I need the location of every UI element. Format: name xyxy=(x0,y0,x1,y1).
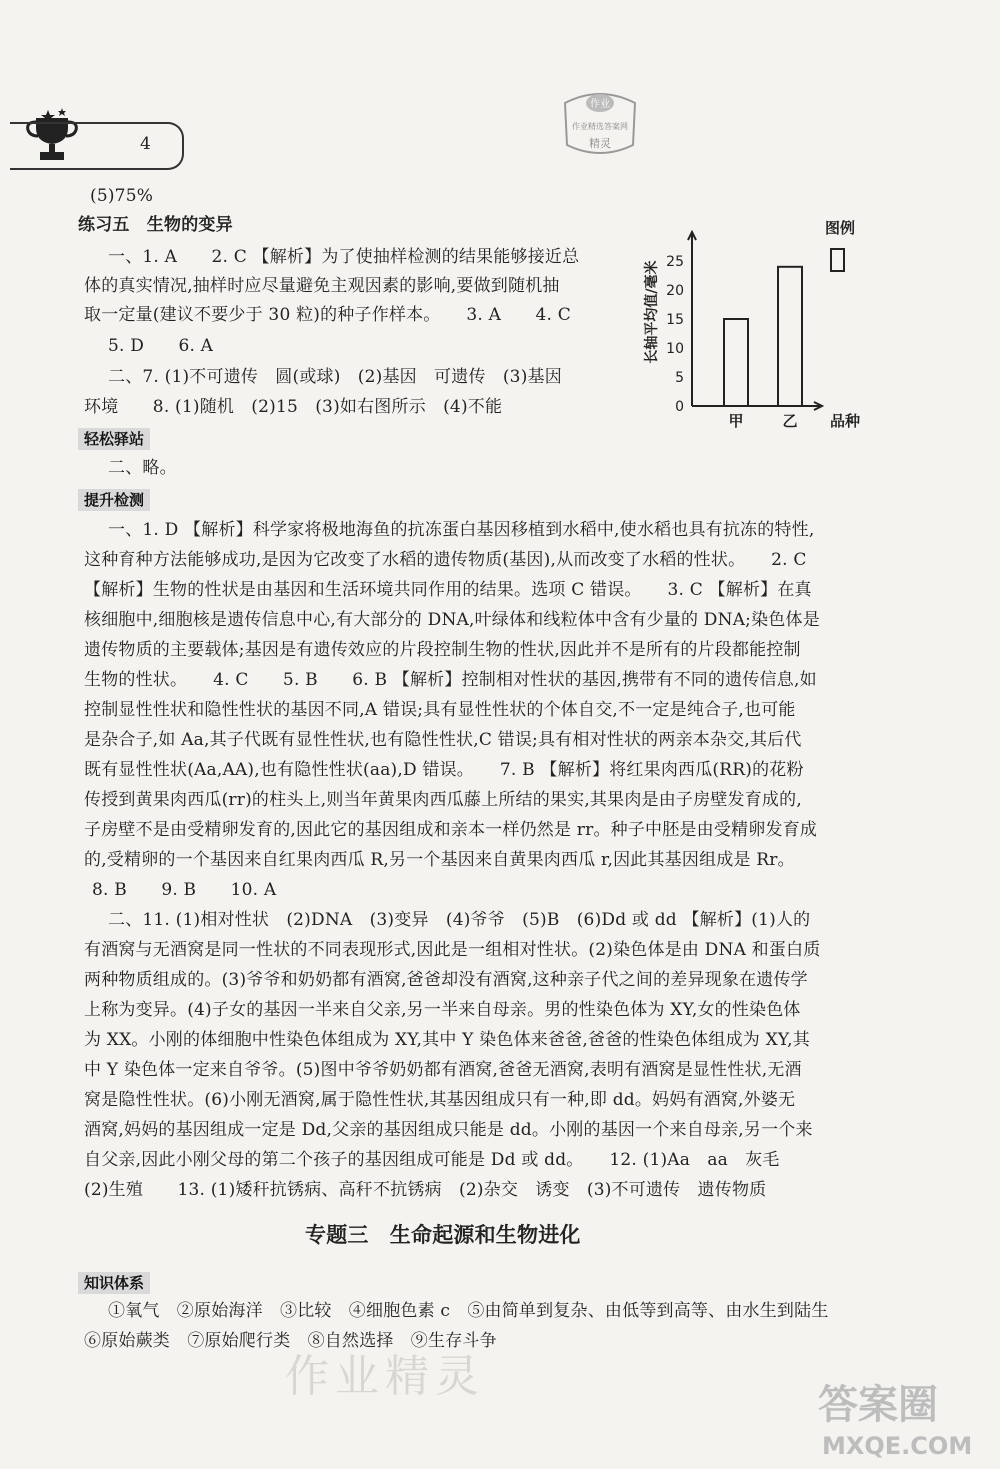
chart-y-tick-label: 10 xyxy=(666,341,684,357)
chart-legend-swatch xyxy=(831,249,844,271)
chart-bar xyxy=(778,267,802,406)
stamp-bottom-text: 精灵 xyxy=(589,137,611,150)
answer-line: 子房壁不是由受精卵发育的,因此它的基因组成和亲本一样仍然是 rr。种子中胚是由受精卵发育成 xyxy=(84,820,818,840)
chart-x-label: 品种 xyxy=(830,412,861,430)
answer-line: 5. D 6. A xyxy=(108,336,214,356)
answer-line: ①氧气 ②原始海洋 ③比较 ④细胞色素 c ⑤由简单到复杂、由低等到高等、由水生到陆生 xyxy=(108,1301,829,1321)
answer-line: (2)生殖 13. (1)矮秆抗锈病、高秆不抗锈病 (2)杂交 诱变 (3)不可遗传 遗传物质 xyxy=(84,1180,767,1200)
section-tag-knowledge: 知识体系 xyxy=(78,1272,150,1294)
chart-legend-title: 图例 xyxy=(824,219,856,237)
stamp-top-text: 作业 xyxy=(590,99,610,110)
answer-line: 遗传物质的主要载体;基因是有遗传效应的片段控制生物的性状,因此并不是所有的片段都能控制 xyxy=(84,640,801,660)
answer-line: ⑥原始蕨类 ⑦原始爬行类 ⑧自然选择 ⑨生存斗争 xyxy=(84,1331,497,1351)
answer-line: 一、1. A 2. C 【解析】为了使抽样检测的结果能够接近总 xyxy=(108,247,580,267)
answer-line: 两种物质组成的。(3)爷爷和奶奶都有酒窝,爸爸却没有酒窝,这种亲子代之间的差异现象在遗传学 xyxy=(84,970,808,990)
answer-line: 传授到黄果肉西瓜(rr)的柱头上,则当年黄果肉西瓜藤上所结的果实,其果肉是由子房壁发育成的, xyxy=(84,790,802,810)
answer-line: 核细胞中,细胞核是遗传信息中心,有大部分的 DNA,叶绿体和线粒体中含有少量的 DNA;染色体是 xyxy=(84,610,820,630)
answer-line: 上称为变异。(4)子女的基因一半来自父亲,另一半来自母亲。男的性染色体为 XY,女的性染色体 xyxy=(84,1000,801,1020)
section-tag-relax: 轻松驿站 xyxy=(78,428,150,450)
answer-line: 为 XX。小刚的体细胞中性染色体组成为 XY,其中 Y 染色体来爸爸,爸爸的性染色体组成为 XY,其 xyxy=(84,1030,810,1050)
watermark-site-text: MXQE.COM xyxy=(822,1432,973,1460)
chart-x-tick-label: 甲 xyxy=(728,412,744,430)
answer-line: 自父亲,因此小刚父母的第二个孩子的基因组成可能是 Dd 或 dd。 12. (1)Aa aa 灰毛 xyxy=(84,1150,780,1170)
answer-line: 酒窝,妈妈的基因组成一定是 Dd,父亲的基因组成只能是 dd。小刚的基因一个来自母亲,另一个来 xyxy=(84,1120,813,1140)
bar-chart xyxy=(632,212,862,442)
stamp-middle-text: 作业精选答案网 xyxy=(572,122,628,131)
page-number-box xyxy=(10,122,184,170)
answer-line: 体的真实情况,抽样时应尽量避免主观因素的影响,要做到随机抽 xyxy=(84,276,560,296)
chart-y-label: 长轴平均值/毫米 xyxy=(644,260,660,364)
chart-y-tick-label: 15 xyxy=(666,312,684,328)
page-number: 4 xyxy=(140,134,151,154)
answer-line: 有酒窝与无酒窝是同一性状的不同表现形式,因此是一组相对性状。(2)染色体是由 DNA 和蛋白质 xyxy=(84,940,821,960)
answer-line: 这种育种方法能够成功,是因为它改变了水稻的遗传物质(基因),从而改变了水稻的性状。 2. C xyxy=(84,550,807,570)
answer-line: 中 Y 染色体一定来自爷爷。(5)图中爷爷奶奶都有酒窝,爸爸无酒窝,表明有酒窝是显性性状,无酒 xyxy=(84,1060,802,1080)
answer-line: 控制显性性状和隐性性状的基因不同,A 错误;具有显性性状的个体自交,不一定是纯合子,也可能 xyxy=(84,700,796,720)
answer-line: 二、略。 xyxy=(108,458,177,478)
chart-ticks xyxy=(666,254,684,415)
answer-line: 生物的性状。 4. C 5. B 6. B 【解析】控制相对性状的基因,携带有不同的遗传信息,如 xyxy=(84,670,817,690)
chart-y-tick-label: 25 xyxy=(666,254,684,270)
watermark-logo xyxy=(808,1372,988,1466)
answer-line: 二、7. (1)不可遗传 圆(或球) (2)基因 可遗传 (3)基因 xyxy=(108,367,562,387)
exercise-heading: 练习五 生物的变异 xyxy=(78,215,233,235)
chart-bar xyxy=(724,319,748,406)
answer-line: 取一定量(建议不要少于 30 粒)的种子作样本。 3. A 4. C xyxy=(84,305,571,325)
answer-line: 环境 8. (1)随机 (2)15 (3)如右图所示 (4)不能 xyxy=(84,397,503,417)
chart-y-tick-label: 0 xyxy=(675,399,684,415)
answer-line: 是杂合子,如 Aa,其子代既有显性性状,也有隐性性状,C 错误;具有相对性状的两亲本杂交,其后代 xyxy=(84,730,802,750)
answer-line: 窝是隐性性状。(6)小刚无酒窝,属于隐性性状,其基因组成只有一种,即 dd。妈妈有酒窝,外婆无 xyxy=(84,1090,796,1110)
section-tag-improve: 提升检测 xyxy=(78,489,150,511)
answer-line: (5)75% xyxy=(90,186,154,206)
answer-line: 【解析】生物的性状是由基因和生活环境共同作用的结果。选项 C 错误。 3. C 【解析】在真 xyxy=(84,580,812,600)
chart-x-tick-label: 乙 xyxy=(782,412,798,430)
chart-y-tick-label: 5 xyxy=(675,370,684,386)
watermark-logo-text: 答案圈 xyxy=(818,1382,938,1428)
answer-line: 8. B 9. B 10. A xyxy=(92,880,277,900)
topic-title: 专题三 生命起源和生物进化 xyxy=(305,1223,581,1247)
answer-line: 既有显性性状(Aa,AA),也有隐性性状(aa),D 错误。 7. B 【解析】将红果肉西瓜(RR)的花粉 xyxy=(84,760,804,780)
stamp-logo xyxy=(555,83,645,167)
watermark-center: 作业精灵 xyxy=(285,1351,485,1402)
answer-line: 二、11. (1)相对性状 (2)DNA (3)变异 (4)爷爷 (5)B (6)Dd 或 dd 【解析】(1)人的 xyxy=(108,910,811,930)
chart-y-tick-label: 20 xyxy=(666,283,684,299)
answer-line: 一、1. D 【解析】科学家将极地海鱼的抗冻蛋白基因移植到水稻中,使水稻也具有抗冻的特性, xyxy=(108,520,815,540)
answer-line: 的,受精卵的一个基因来自红果肉西瓜 R,另一个基因来自黄果肉西瓜 r,因此其基因组成是 Rr。 xyxy=(84,850,795,870)
